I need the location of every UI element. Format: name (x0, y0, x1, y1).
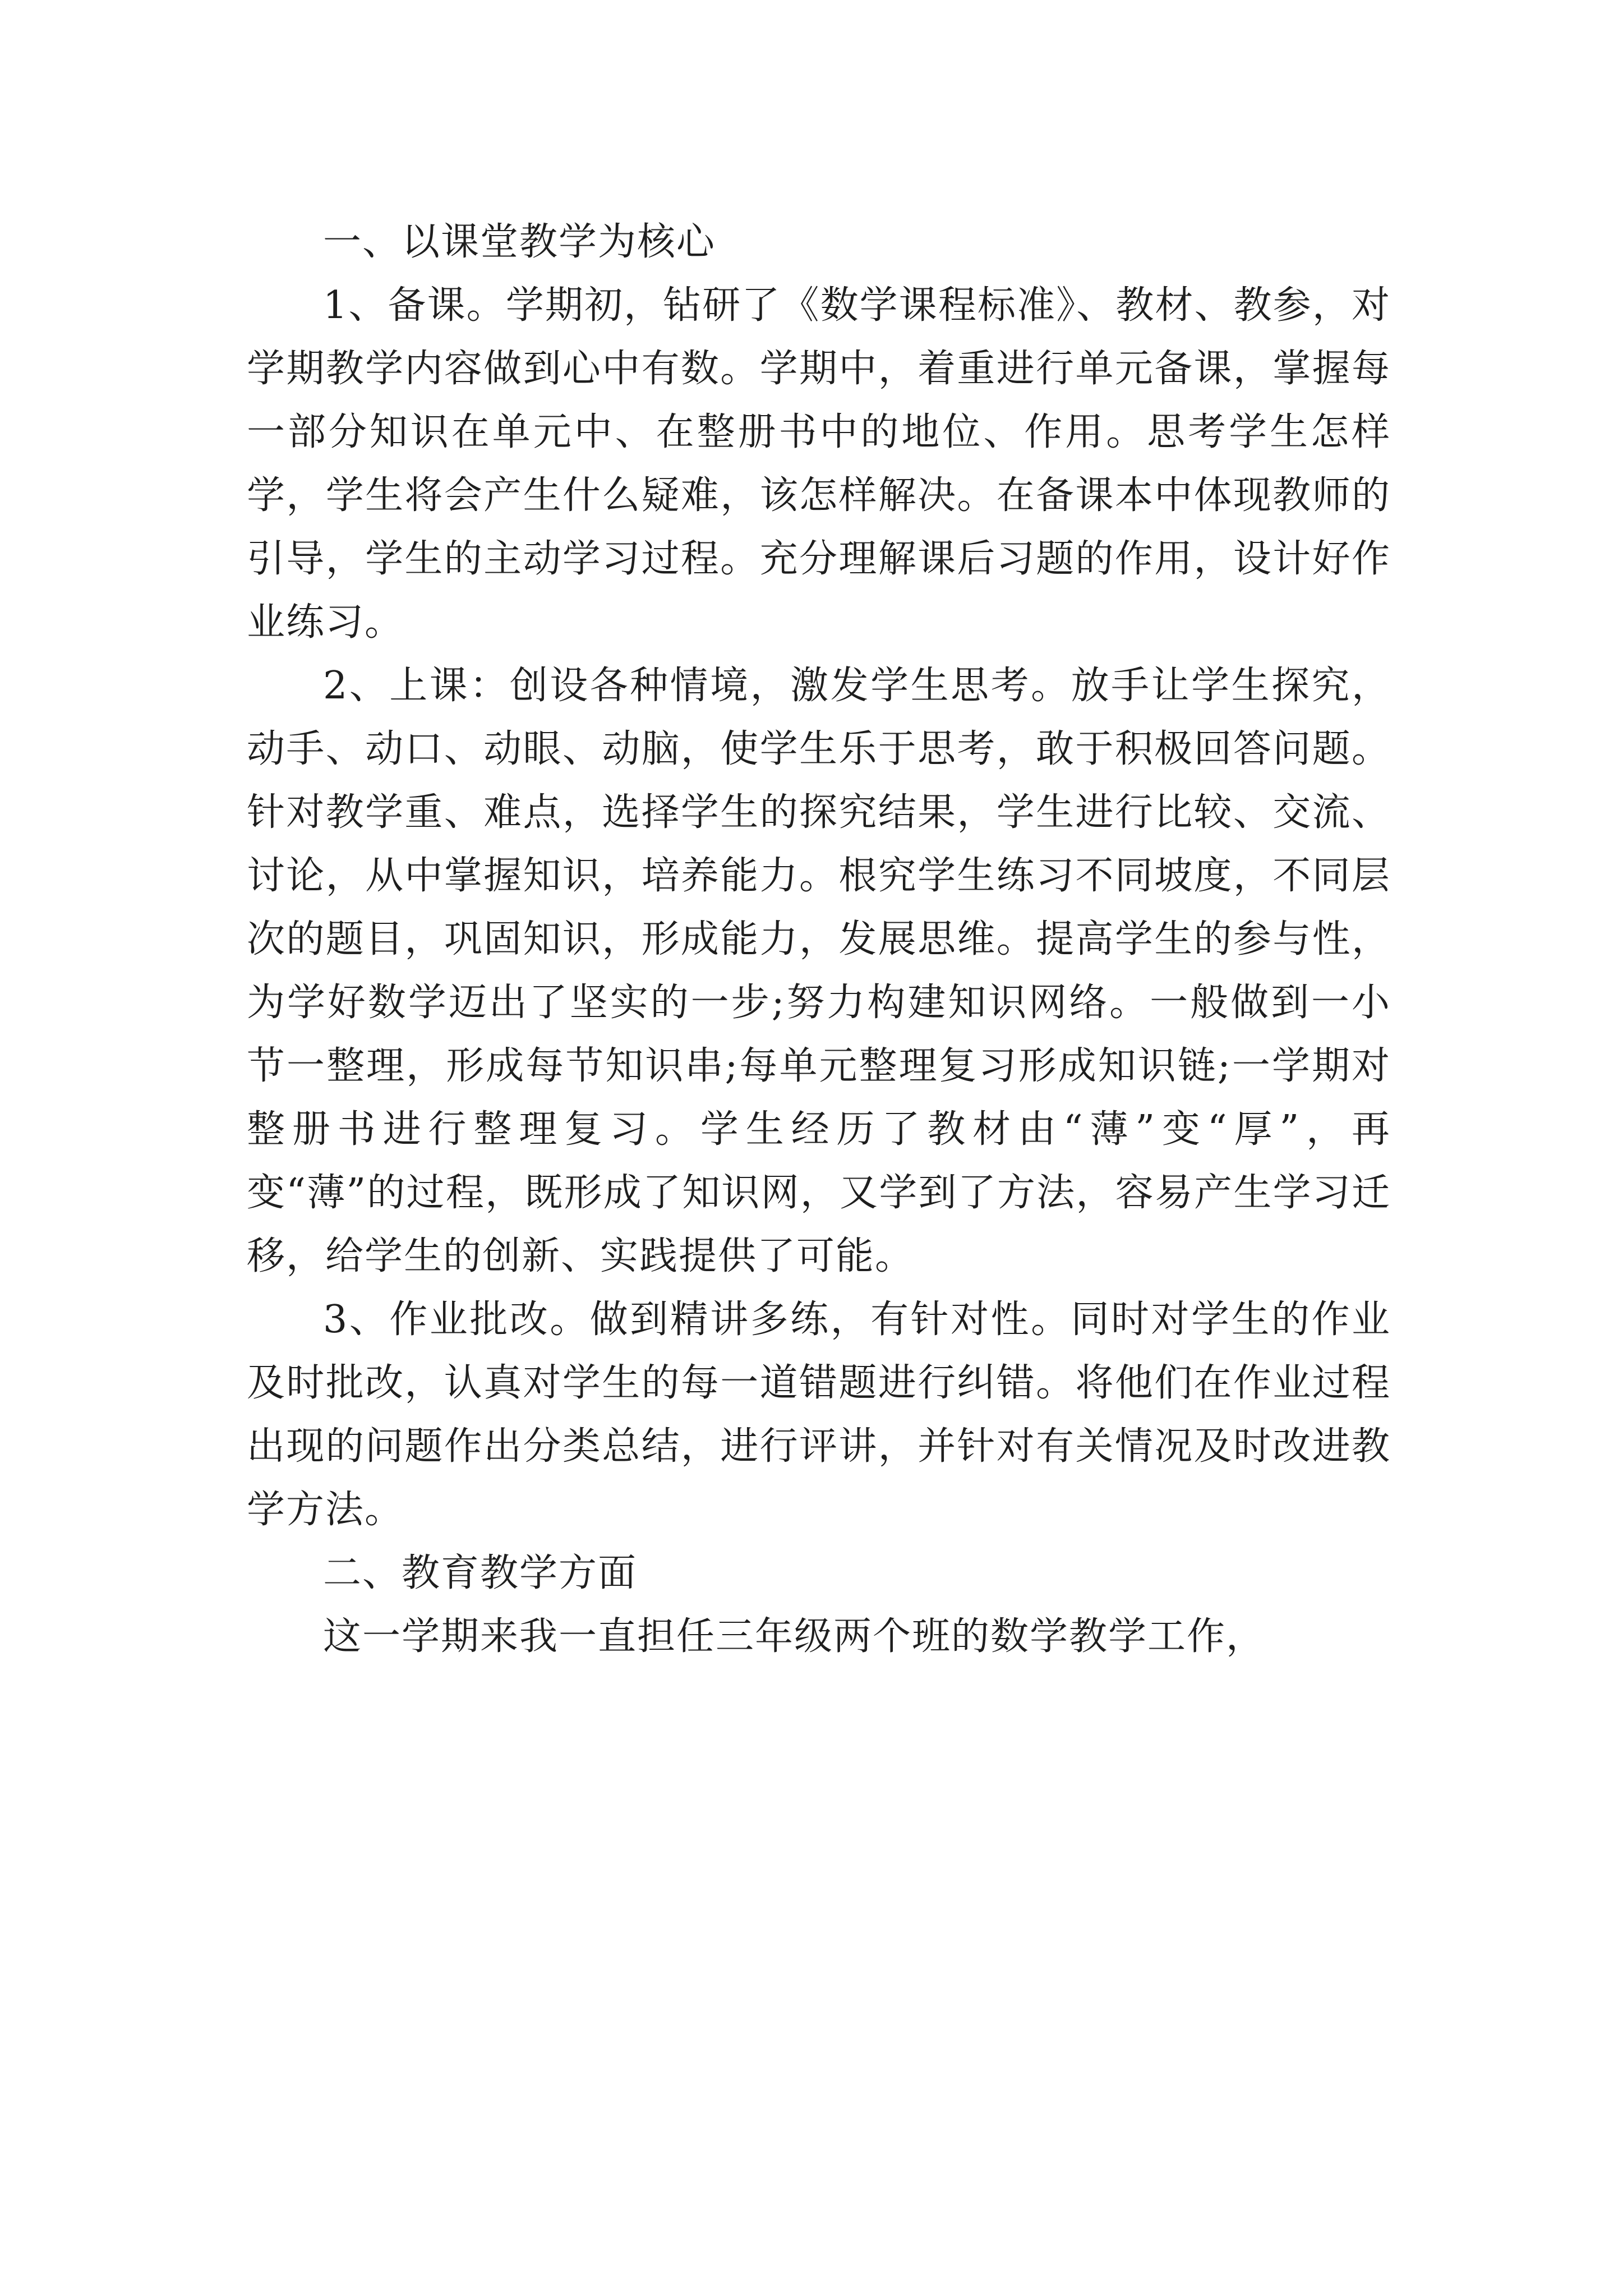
paragraph-semester-intro: 这一学期来我一直担任三年级两个班的数学教学工作， (323, 1614, 1266, 1659)
section-heading-education-teaching: 二、教育教学方面 (323, 1551, 638, 1595)
section-heading-classroom-teaching: 一、以课堂教学为核心 (323, 220, 716, 264)
paragraph-classroom-lessons: 2、上课：创设各种情境，激发学生思考。放手让学生探究，动手、动口、动眼、动脑，使学生乐于思考，敢于积极回答问题。针对教学重、难点，选择学生的探究结果，学生进行比较、交流、讨论，从中掌握知识，培养能力。根究学生练习不同坡度，不同层次的题目，巩固知识，形成能力，发展思维。提高学生的参与性，为学好数学迈出了坚实的一步;努力构建知识网络。一般做到一小节一整理，形成每节知识串;每单元整理复习形成知识链;一学期对整册书进行整理复习。学生经历了教材由“薄”变“厚”，再变“薄”的过程，既形成了知识网，又学到了方法，容易产生学习迁移，给学生的创新、实践提供了可能。 (247, 664, 1391, 1278)
document-body (247, 210, 1391, 1668)
paragraph-lesson-preparation: 1、备课。学期初，钻研了《数学课程标准》、教材、教参，对学期教学内容做到心中有数。学期中，着重进行单元备课，掌握每一部分知识在单元中、在整册书中的地位、作用。思考学生怎样学，学生将会产生什么疑难，该怎样解决。在备课本中体现教师的引导，学生的主动学习过程。充分理解课后习题的作用，设计好作业练习。 (247, 283, 1391, 645)
paragraph-homework-correction: 3、作业批改。做到精讲多练，有针对性。同时对学生的作业及时批改，认真对学生的每一道错题进行纠错。将他们在作业过程出现的问题作出分类总结，进行评讲，并针对有关情况及时改进教学方法。 (247, 1297, 1391, 1532)
